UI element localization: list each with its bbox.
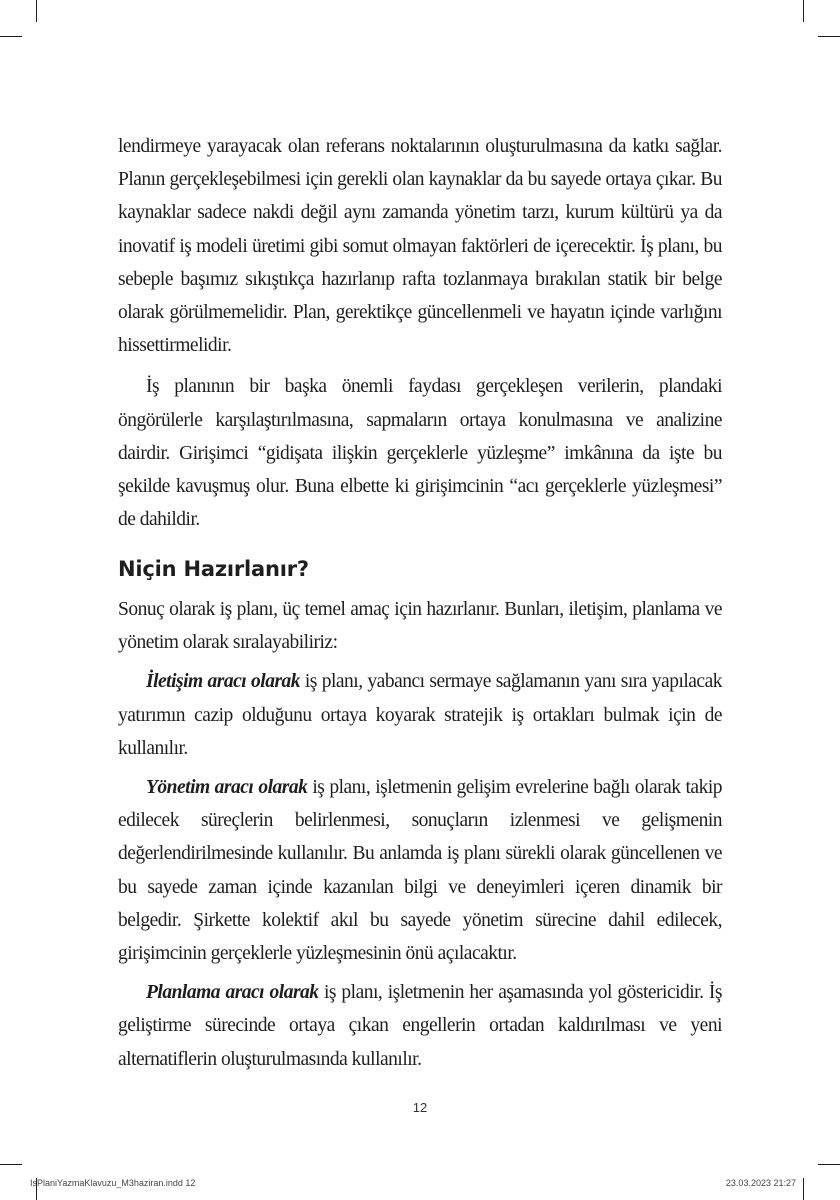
item-text: iş planı, işletmenin gelişim evrelerine bağlı olarak takip edilecek süreçlerin belirlenmesi, sonuçların izlenmesi ve gelişmenin değerlendirilmesinde kullanılır. Bu anlamda iş planı sürekli olarak güncellenen ve bu sayede zaman içinde kazanılan bilgi ve deneyimleri içeren dinamik bir belgedir. Şirkette kolektif akıl bu sayede yönetim sürecine dahil edilecek, girişimcinin gerçeklerle yüzleşmesinin önü açılacaktır. — [118, 777, 723, 965]
intro-paragraph: Sonuç olarak iş planı, üç temel amaç için hazırlanır. Bunları, iletişim, planlama ve yönetim olarak sıralayabiliriz: — [118, 599, 722, 654]
item-text: iş planı, yabancı sermaye sağlamanın yanı sıra yapılacak yatırımın cazip olduğunu ortaya koyarak stratejik iş ortakları bulmak için de kullanılır. — [118, 671, 722, 759]
crop-mark-top-left-vertical — [36, 0, 37, 22]
crop-mark-bottom-left-horizontal — [0, 1164, 22, 1165]
paragraph-1: lendirmeye yarayacak olan referans noktalarının oluşturulmasına da katkı sağlar. Planın gerçekleşebilmesi için gerekli olan kaynaklar da bu sayede ortaya çıkar. Bu kaynaklar sadece nakdi değil aynı zamanda yönetim tarzı, kurum kültürü ya da inovatif iş modeli üretimi gibi somut olmayan faktörleri de içerecektir. İş planı, bu sebeple başımız sıkıştıkça hazırlanıp rafta tozlanmaya bırakılan statik bir belge olarak görülmemelidir. Plan, gerektikçe güncellenmeli ve hayatın içinde varlığını hissettirmelidir. — [118, 136, 722, 357]
body-text-section — [118, 593, 722, 1076]
item-lead: Yönetim aracı olarak — [146, 777, 308, 799]
item-text: iş planı, işletmenin her aşamasında yol göstericidir. İş geliştirme sürecinde ortaya çıkan engellerin ortadan kaldırılması ve yeni alternatiflerin oluşturulmasında kullanılır. — [118, 982, 722, 1070]
paragraph-2: İş planının bir başka önemli faydası gerçekleşen verilerin, plandaki öngörülerle karşılaştırılmasına, sapmaların ortaya konulmasına ve analizine dairdir. Girişimci “gidişata ilişkin gerçeklerle yüzleşme” imkânına da işte bu şekilde kavuşmuş olur. Buna elbette ki girişimcinin “acı gerçeklerle yüzleşmesi” de dahildir. — [118, 376, 722, 531]
crop-mark-top-left-horizontal — [0, 36, 22, 37]
body-text-top — [118, 130, 722, 536]
crop-mark-bottom-right-horizontal — [818, 1164, 840, 1165]
page-number: 12 — [412, 1100, 428, 1115]
slug-date: 23.03.2023 21:27 — [725, 1178, 796, 1188]
list-item-planning — [118, 976, 722, 1076]
crop-mark-top-right-horizontal — [818, 36, 840, 37]
crop-mark-bottom-right-vertical — [803, 1178, 804, 1200]
item-lead: İletişim aracı olarak — [146, 671, 301, 693]
slug-filename: IsPlaniYazmaKlavuzu_M3haziran.indd 12 — [30, 1178, 196, 1188]
item-lead: Planlama aracı olarak — [146, 982, 319, 1004]
crop-mark-top-right-vertical — [803, 0, 804, 22]
section-heading: Niçin Hazırlanır? — [118, 557, 309, 581]
list-item-communication — [118, 665, 722, 765]
list-item-management — [118, 771, 722, 970]
